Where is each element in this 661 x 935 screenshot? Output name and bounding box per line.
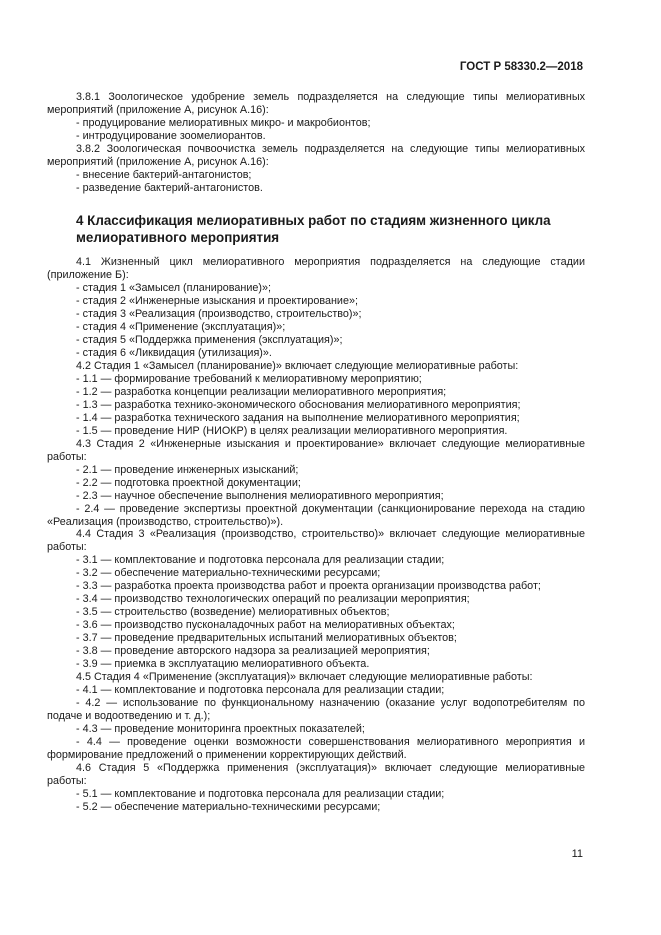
- list-item: - 4.3 — проведение мониторинга проектных показателей;: [76, 722, 365, 735]
- list-item: - интродуцирование зоомелиорантов.: [76, 129, 266, 142]
- list-item: - 3.2 — обеспечение материально-техническими ресурсами;: [76, 567, 381, 580]
- paragraph: - 4.4 — проведение оценки возможности совершенствования мелиоративного мероприятия и формирование предложений о применении корректирующих действий.: [47, 735, 585, 761]
- paragraph: - 4.2 — использование по функциональному назначению (оказание услуг водопотребителям по подаче и водоотведению и т. д.);: [47, 696, 585, 722]
- list-item: - разведение бактерий-антагонистов.: [76, 181, 263, 194]
- list-item: - внесение бактерий-антагонистов;: [76, 168, 252, 181]
- list-item: - 3.5 — строительство (возведение) мелиоративных объектов;: [76, 606, 390, 619]
- section-4: [47, 256, 585, 813]
- list-item: - 1.5 — проведение НИР (НИОКР) в целях реализации мелиоративного мероприятия.: [76, 424, 508, 437]
- page-body: [47, 91, 585, 813]
- list-item: - 1.1 — формирование требований к мелиоративному мероприятию;: [76, 373, 422, 386]
- paragraph: 4.6 Стадия 5 «Поддержка применения (эксплуатация)» включает следующие мелиоративные работы:: [47, 761, 585, 787]
- list-item: - 3.7 — проведение предварительных испытаний мелиоративных объектов;: [76, 632, 457, 645]
- list-item: - 5.2 — обеспечение материально-техническими ресурсами;: [76, 800, 381, 813]
- list-item: - 3.1 — комплектование и подготовка персонала для реализации стадии;: [76, 554, 445, 567]
- list-item: - стадия 3 «Реализация (производство, строительство)»;: [76, 308, 362, 321]
- paragraph: 4.2 Стадия 1 «Замысел (планирование)» включает следующие мелиоративные работы:: [76, 360, 519, 373]
- list-item: - 5.1 — комплектование и подготовка персонала для реализации стадии;: [76, 787, 445, 800]
- list-item: - 3.6 — производство пусконаладочных работ на мелиоративных объектах;: [76, 619, 455, 632]
- section-heading: 4 Классификация мелиоративных работ по стадиям жизненного цикла мелиоративного мероприятия: [76, 212, 551, 246]
- list-item: - 1.3 — разработка технико-экономического обоснования мелиоративного мероприятия;: [76, 398, 521, 411]
- list-item: - 3.8 — проведение авторского надзора за реализацией мероприятия;: [76, 645, 430, 658]
- paragraph: 4.4 Стадия 3 «Реализация (производство, строительство)» включает следующие мелиоративные работы:: [47, 528, 585, 554]
- list-item: - 2.2 — подготовка проектной документации;: [76, 476, 301, 489]
- list-item: - стадия 5 «Поддержка применения (эксплуатация)»;: [76, 334, 343, 347]
- list-item: - стадия 4 «Применение (эксплуатация)»;: [76, 321, 286, 334]
- paragraph: 3.8.1 Зоологическое удобрение земель подразделяется на следующие типы мелиоративных мероприятий (приложение А, рисунок А.16):: [47, 91, 585, 116]
- paragraph: 4.3 Стадия 2 «Инженерные изыскания и проектирование» включает следующие мелиоративные работы:: [47, 437, 585, 463]
- paragraph: 4.5 Стадия 4 «Применение (эксплуатация)» включает следующие мелиоративные работы:: [76, 670, 533, 683]
- list-item: - стадия 2 «Инженерные изыскания и проектирование»;: [76, 295, 358, 308]
- list-item: - 4.1 — комплектование и подготовка персонала для реализации стадии;: [76, 683, 445, 696]
- page-number: 11: [571, 848, 583, 860]
- list-item: - стадия 1 «Замысел (планирование)»;: [76, 282, 272, 295]
- list-item: - 1.4 — разработка технического задания на выполнение мелиоративного мероприятия;: [76, 411, 520, 424]
- list-item: - 3.9 — приемка в эксплуатацию мелиоративного объекта.: [76, 658, 370, 671]
- paragraph: - 2.4 — проведение экспертизы проектной документации (санкционирование перехода на стадию «Реализация (производство, строительство)»).: [47, 502, 585, 528]
- paragraph: 4.1 Жизненный цикл мелиоративного мероприятия подразделяется на следующие стадии (приложение Б):: [47, 256, 585, 282]
- list-item: - 2.1 — проведение инженерных изысканий;: [76, 463, 299, 476]
- list-item: - 1.2 — разработка концепции реализации мелиоративного мероприятия;: [76, 386, 447, 398]
- section-3-8: [47, 91, 585, 195]
- list-item: - 2.3 — научное обеспечение выполнения мелиоративного мероприятия;: [76, 489, 444, 502]
- list-item: - стадия 6 «Ликвидация (утилизация)».: [76, 347, 272, 360]
- list-item: - 3.3 — разработка проекта производства работ и проекта организации производства работ;: [76, 580, 541, 593]
- standard-code-header: ГОСТ Р 58330.2—2018: [459, 61, 583, 73]
- paragraph: 3.8.2 Зоологическая почвоочистка земель подразделяется на следующие типы мелиоративных мероприятий (приложение А, рисунок А.16):: [47, 142, 585, 168]
- list-item: - продуцирование мелиоративных микро- и макробионтов;: [76, 116, 371, 129]
- list-item: - 3.4 — производство технологических операций по реализации мероприятия;: [76, 593, 470, 606]
